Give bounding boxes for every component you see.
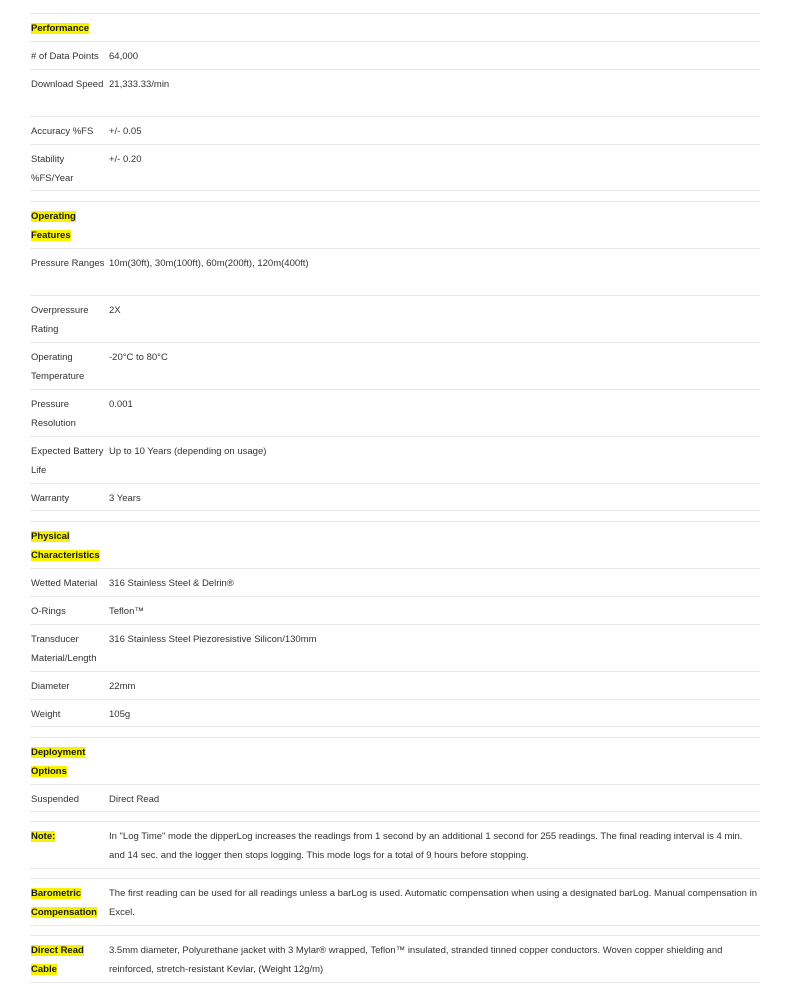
spec-row [30,483,760,511]
section-header-row [30,737,760,784]
spec-value: 105g [109,709,131,720]
spec-label: # of Data Points [31,51,99,62]
spec-label: Warranty [31,493,70,504]
spec-label: Expected Battery Life [31,446,104,476]
physical-characteristics-section [30,521,760,727]
spec-label: O-Rings [31,606,66,617]
spec-row [30,144,760,191]
spec-value: 2X [109,305,121,316]
spec-row [30,568,760,596]
deployment-options-section [30,737,760,812]
spec-label: Pressure Ranges [31,258,105,269]
spec-label: Transducer Material/Length [31,634,97,664]
spec-row [30,671,760,699]
section-heading: Operating Features [31,211,76,241]
spec-row [30,295,760,342]
spec-value: +/- 0.20 [109,154,142,165]
spec-row [30,41,760,69]
spec-value: Teflon™ [109,606,144,617]
spec-row [30,699,760,727]
spec-value: 316 Stainless Steel Piezoresistive Silicon/130mm [109,634,317,645]
section-header-row [30,13,760,41]
note-heading: Direct Read Cable [31,945,84,975]
direct-read-cable-section [30,935,760,983]
section-heading: Physical Characteristics [31,531,100,561]
spec-label: Pressure Resolution [31,399,76,429]
spec-row [30,116,760,144]
spec-value: 3 Years [109,493,141,504]
note-text: In "Log Time" mode the dipperLog increases the readings from 1 second by an additional 1 second for 255 readings. The final reading interval is 4 min. and 14 sec. and the logger then stops logging. This mode logs for a total of 9 hours before stopping. [109,831,743,861]
spec-value: 22mm [109,681,136,692]
spec-value: 316 Stainless Steel & Delrin® [109,578,234,589]
spec-row [30,436,760,483]
spec-row [30,342,760,389]
spec-value: 10m(30ft), 30m(100ft), 60m(200ft), 120m(400ft) [109,258,309,269]
spec-value: 21,333.33/min [109,79,170,90]
note-text: The first reading can be used for all readings unless a barLog is used. Automatic compensation when using a designated barLog. Manual compensation in Excel. [109,888,757,918]
spec-row [30,248,760,295]
spec-row [30,69,760,116]
spec-label: Accuracy %FS [31,126,94,137]
note-row [30,935,760,983]
spec-label: Download Speed [31,79,104,90]
spec-label: Stability %FS/Year [31,154,74,184]
spec-row [30,389,760,436]
note-text: 3.5mm diameter, Polyurethane jacket with 3 Mylar® wrapped, Teflon™ insulated, stranded tinned copper conductors. Woven copper shielding and reinforced, stretch-resistant Kevlar, (Weight 12g/m) [109,945,723,975]
spec-label: Operating Temperature [31,352,85,382]
barometric-compensation-section [30,878,760,926]
spec-row [30,596,760,624]
note-heading: Barometric Compensation [31,888,97,918]
note-row [30,821,760,869]
spec-value: 0.001 [109,399,133,410]
spec-label: Suspended [31,794,80,805]
section-heading: Performance [31,23,90,34]
spec-value: 64,000 [109,51,139,62]
spec-row [30,784,760,812]
spec-value: Direct Read [109,794,160,805]
section-header-row [30,201,760,248]
spec-label: Diameter [31,681,70,692]
note-row [30,878,760,926]
spec-row [30,624,760,671]
spec-value: Up to 10 Years (depending on usage) [109,446,267,457]
spec-label: Weight [31,709,61,720]
spec-label: Overpressure Rating [31,305,89,335]
operating-features-section [30,201,760,511]
spec-value: +/- 0.05 [109,126,142,137]
section-heading: Deployment Options [31,747,86,777]
spec-value: -20°C to 80°C [109,352,168,363]
section-header-row [30,521,760,568]
performance-section [30,13,760,191]
note-heading: Note: [31,831,56,842]
note-section [30,821,760,869]
spec-label: Wetted Material [31,578,98,589]
